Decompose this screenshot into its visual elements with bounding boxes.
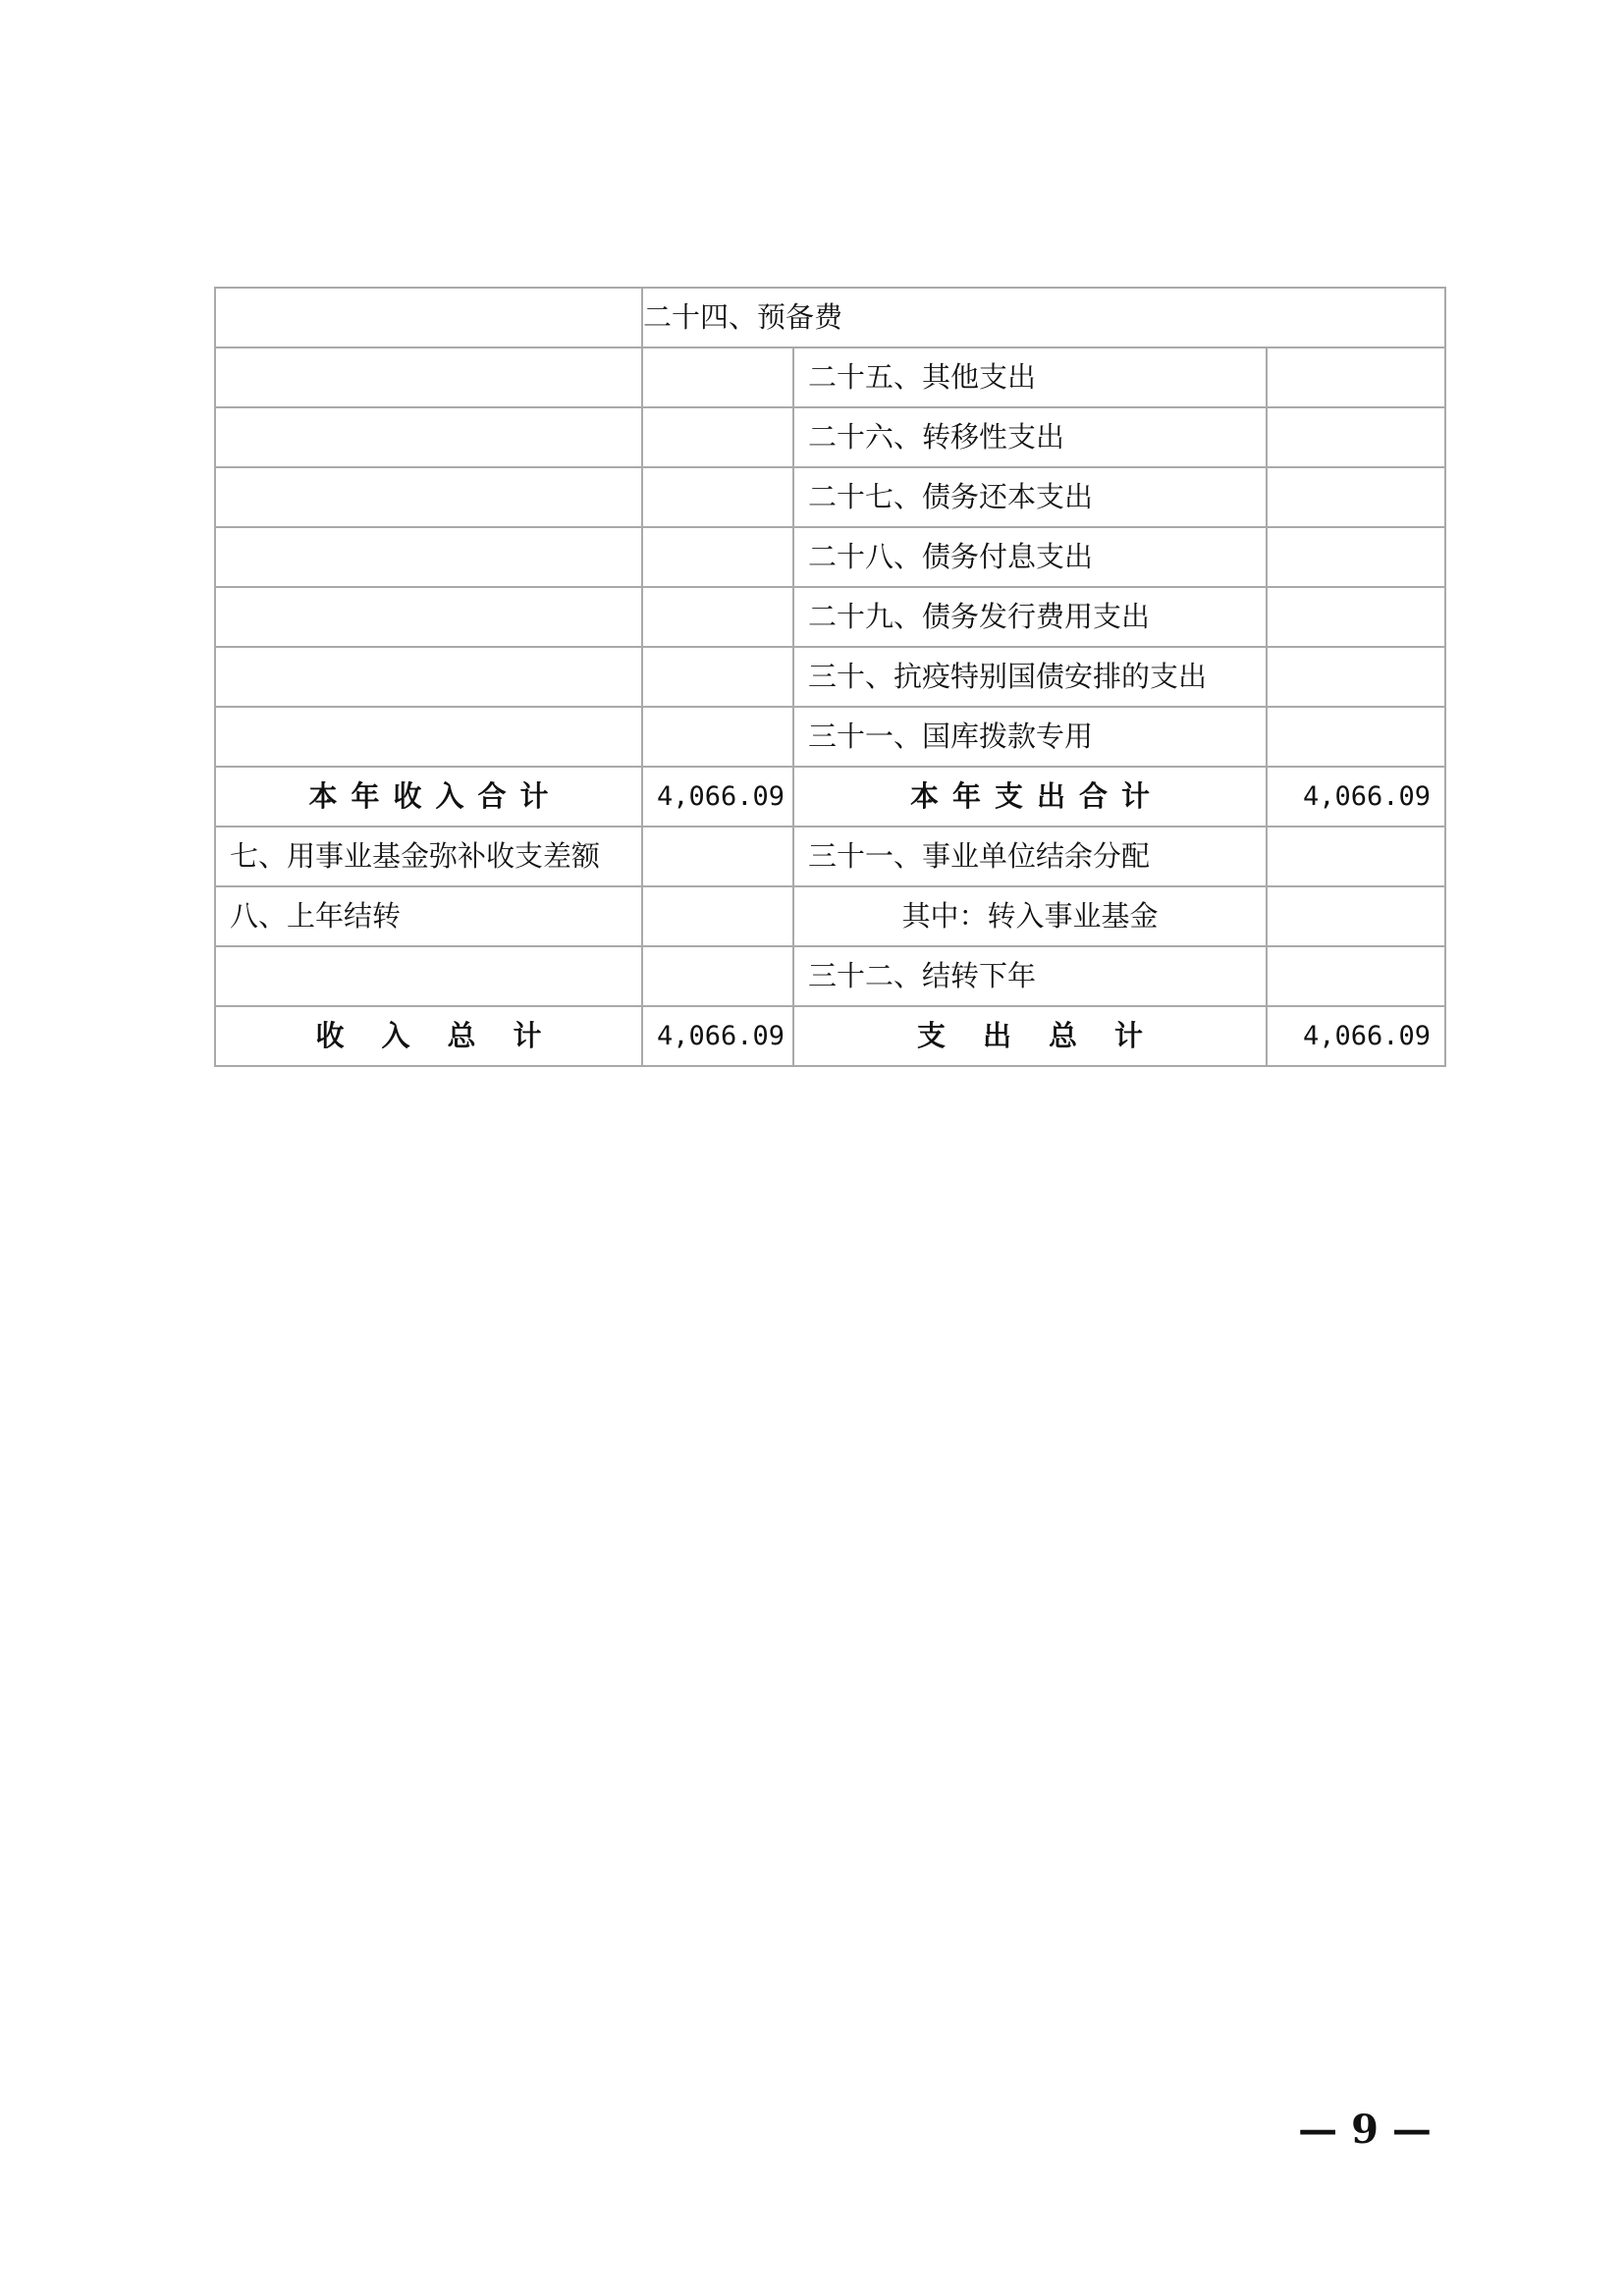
table-cell — [1267, 707, 1445, 767]
expense-subtotal-label: 本年支出合计 — [793, 767, 1267, 827]
table-cell — [642, 467, 793, 527]
table-cell: 二十五、其他支出 — [793, 347, 1267, 407]
table-cell: 二十六、转移性支出 — [793, 407, 1267, 467]
table-row — [215, 587, 1445, 647]
table-row — [215, 827, 1445, 886]
table-cell: 二十七、债务还本支出 — [793, 467, 1267, 527]
table-cell — [1267, 886, 1445, 946]
table-cell: 八、上年结转 — [215, 886, 642, 946]
expense-total-value: 4,066.09 — [1267, 1006, 1445, 1066]
table-cell — [215, 407, 642, 467]
table-cell — [215, 288, 642, 347]
table-cell: 七、用事业基金弥补收支差额 — [215, 827, 642, 886]
table-cell — [1267, 407, 1445, 467]
table-row — [215, 707, 1445, 767]
table-cell — [1267, 827, 1445, 886]
table-cell — [1267, 946, 1445, 1006]
table-cell: 二十八、债务付息支出 — [793, 527, 1267, 587]
table-cell — [642, 647, 793, 707]
subtotal-row — [215, 767, 1445, 827]
table-cell — [642, 886, 793, 946]
income-subtotal-value: 4,066.09 — [642, 767, 793, 827]
table-cell: 三十一、事业单位结余分配 — [793, 827, 1267, 886]
table-row — [215, 886, 1445, 946]
expense-total-label: 支出总计 — [793, 1006, 1267, 1066]
table-row — [215, 347, 1445, 407]
page-number: — 9 — — [1298, 2107, 1432, 2153]
table-row — [215, 407, 1445, 467]
table-cell: 三十一、国库拨款专用 — [793, 707, 1267, 767]
table-cell — [215, 946, 642, 1006]
table-cell — [215, 587, 642, 647]
table-cell — [642, 347, 793, 407]
table-cell — [642, 707, 793, 767]
table-cell — [1267, 347, 1445, 407]
table-row — [215, 647, 1445, 707]
table-cell — [642, 946, 793, 1006]
table-cell — [215, 527, 642, 587]
income-subtotal-label: 本年收入合计 — [215, 767, 642, 827]
income-total-value: 4,066.09 — [642, 1006, 793, 1066]
table-cell — [215, 467, 642, 527]
table-cell — [215, 707, 642, 767]
table-cell: 三十二、结转下年 — [793, 946, 1267, 1006]
table-row — [215, 527, 1445, 587]
table-cell: 其中：转入事业基金 — [793, 886, 1267, 946]
table-cell: 三十、抗疫特别国债安排的支出 — [793, 647, 1267, 707]
table-cell — [642, 827, 793, 886]
table-cell — [642, 407, 793, 467]
table-cell — [1267, 647, 1445, 707]
expense-subtotal-value: 4,066.09 — [1267, 767, 1445, 827]
table-row — [215, 946, 1445, 1006]
total-row — [215, 1006, 1445, 1066]
table-row — [215, 288, 1445, 347]
table-cell — [1267, 587, 1445, 647]
income-total-label: 收入总计 — [215, 1006, 642, 1066]
table-cell: 二十四、预备费 — [642, 288, 1445, 347]
budget-table — [214, 287, 1446, 1067]
table-cell — [1267, 467, 1445, 527]
table-row — [215, 467, 1445, 527]
table-cell — [1267, 527, 1445, 587]
table-cell — [642, 527, 793, 587]
table-cell — [642, 587, 793, 647]
table-cell — [215, 347, 642, 407]
table-cell — [215, 647, 642, 707]
table-cell: 二十九、债务发行费用支出 — [793, 587, 1267, 647]
